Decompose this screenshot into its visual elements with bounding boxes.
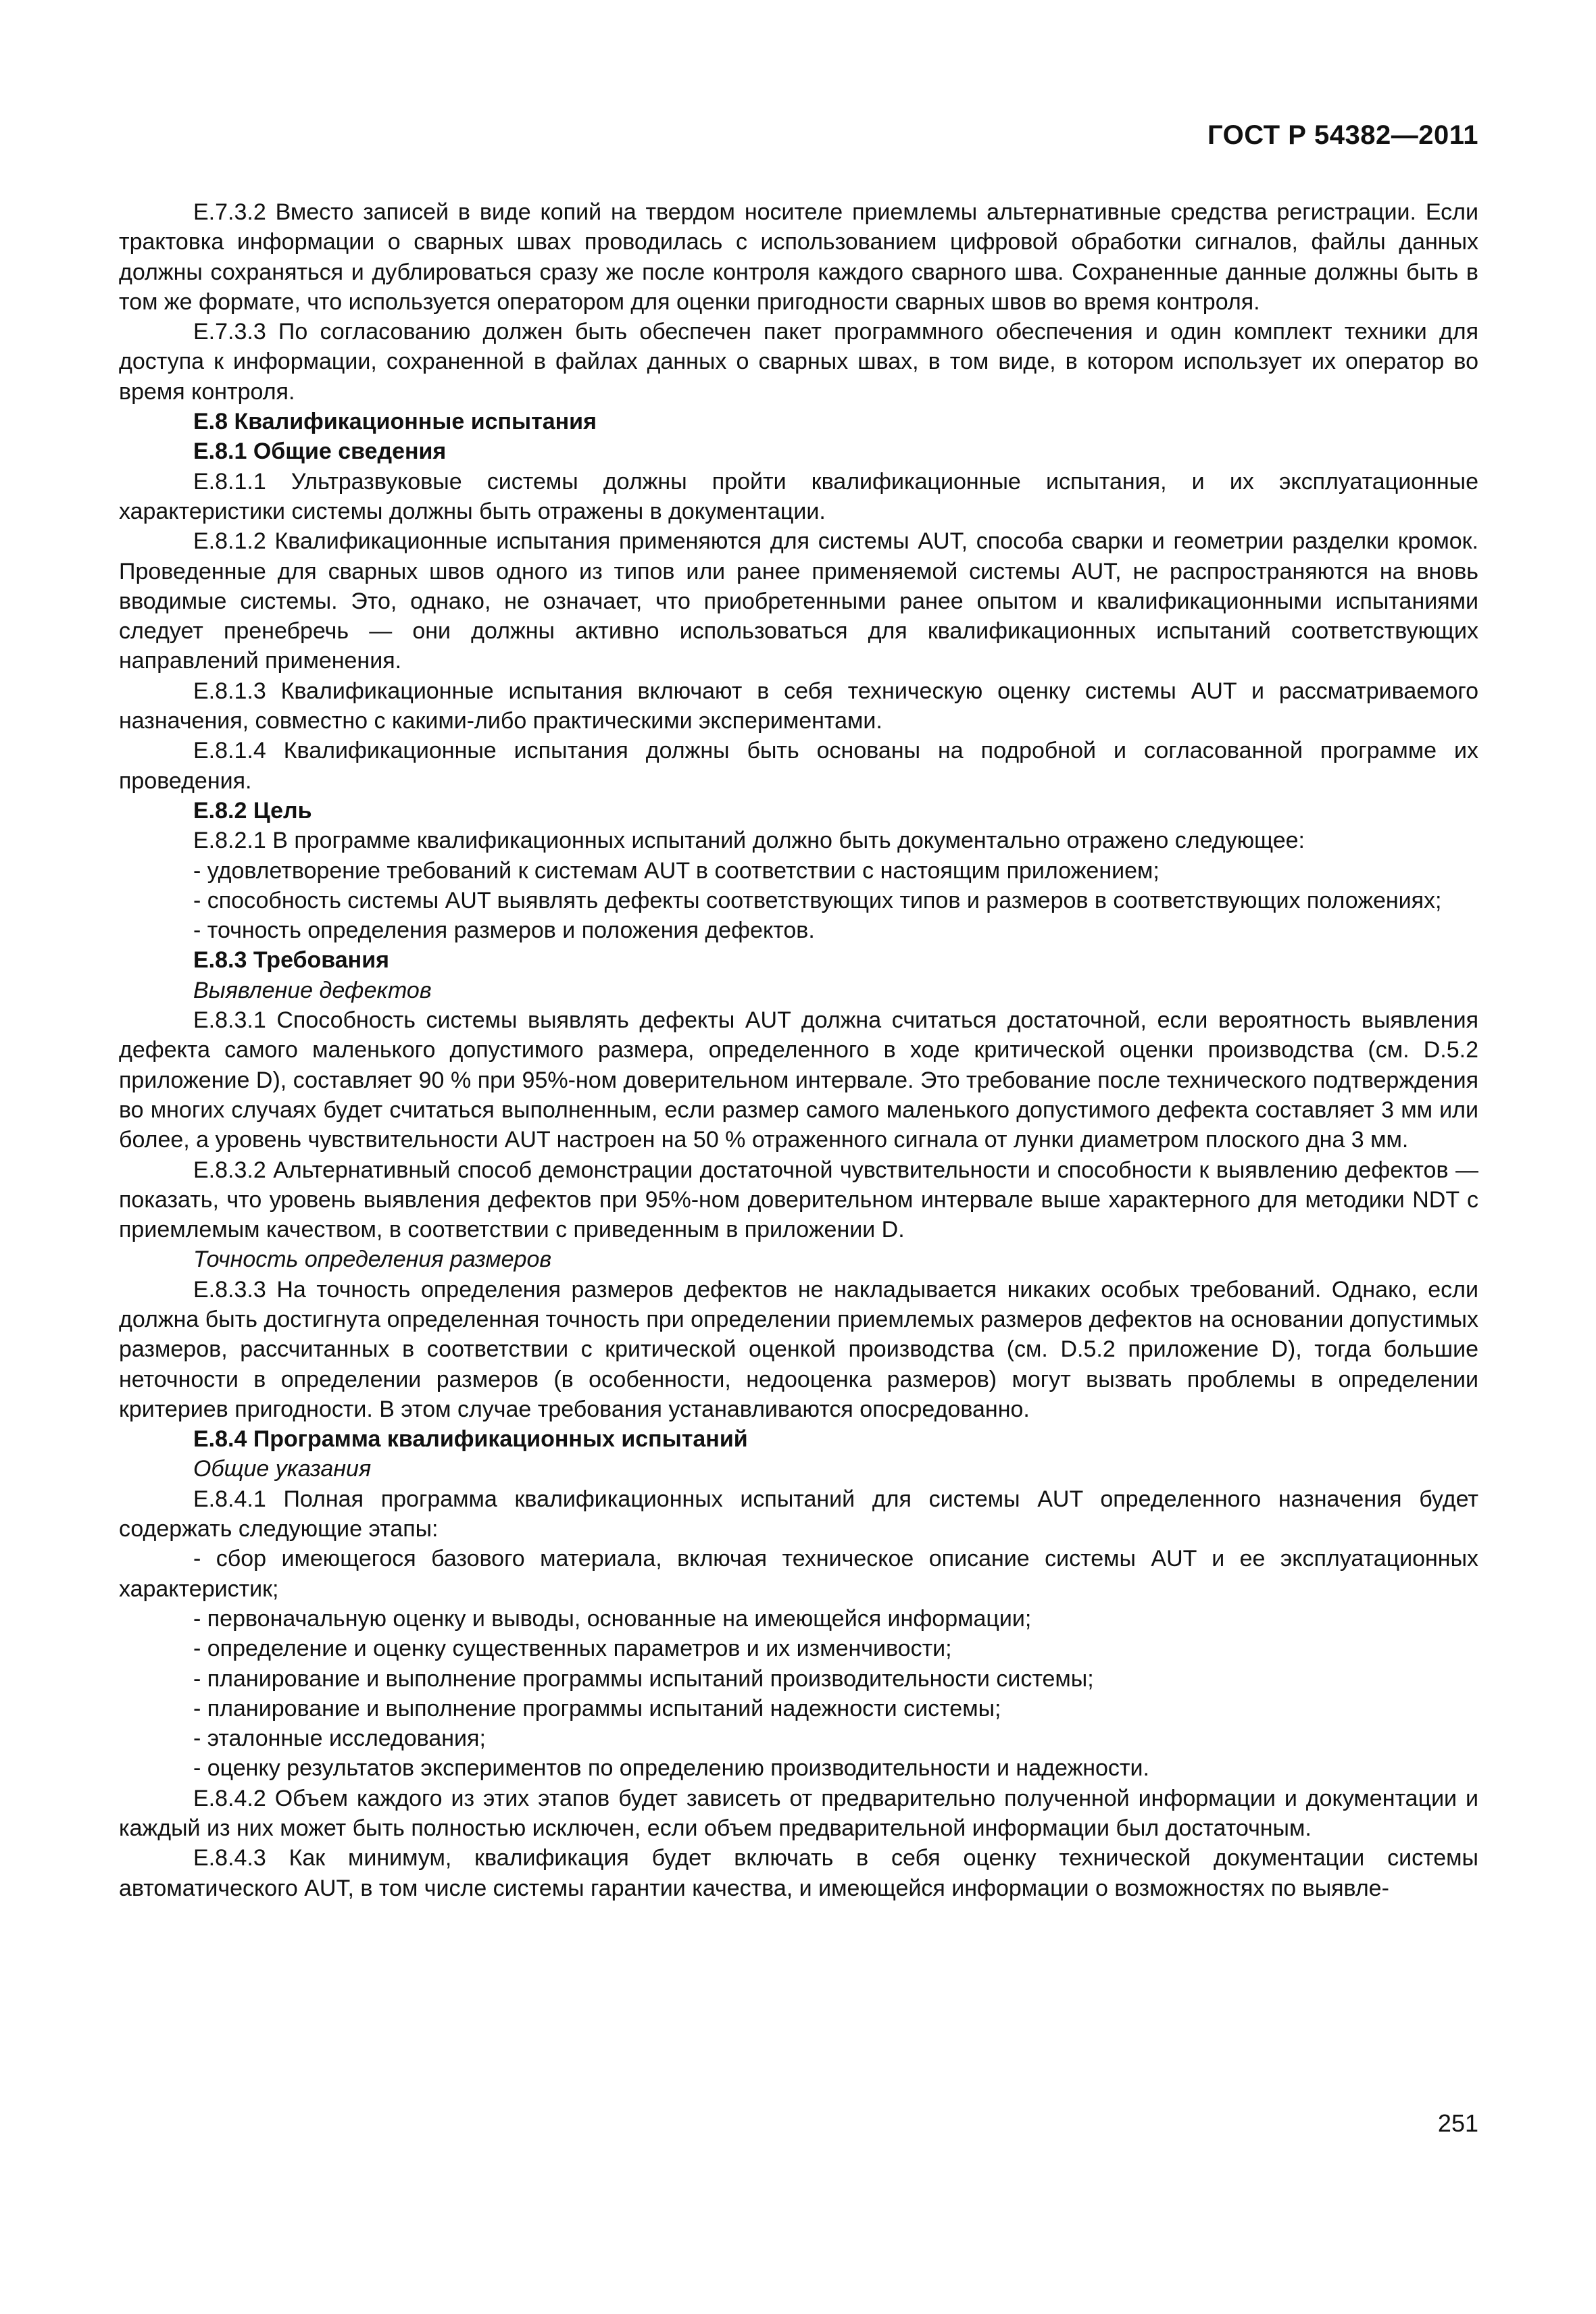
section-heading: Е.8.4 Программа квалификационных испытаний — [193, 1426, 748, 1453]
paragraph: Е.8.1.4 Квалификационные испытания должны быть основаны на подробной и согласованной программе их проведения. — [119, 738, 1478, 794]
list-item: - планирование и выполнение программы испытаний надежности системы; — [193, 1695, 1001, 1721]
section-heading: Е.8.1 Общие сведения — [193, 438, 447, 465]
paragraph: Е.8.2.1 В программе квалификационных испытаний должно быть документально отражено следующее: — [193, 828, 1305, 854]
subsection-title: Точность определения размеров — [193, 1247, 552, 1273]
paragraph: Е.8.3.1 Способность системы выявлять дефекты AUT должна считаться достаточной, если вероятность выявления дефекта самого маленького допустимого размера, определенного в ходе критической оценки производства (см. D.5.2 приложение D), составляет 90 % при 95%-ном доверительном интервале. Это требование после технического подтверждения во многих случаях будет считаться выполненным, если размер самого маленького допустимого дефекта составляет 3 мм или более, а уровень чувствительности AUT настроен на 50 % отраженного сигнала от лунки диаметром плоского дна 3 мм. — [119, 1007, 1478, 1153]
paragraph: Е.8.4.2 Объем каждого из этих этапов будет зависеть от предварительно полученной информации и документации и каждый из них может быть полностью исключен, если объем предварительной информации был достаточным. — [119, 1785, 1478, 1842]
section-heading: Е.8.3 Требования — [193, 947, 389, 974]
paragraph: Е.8.3.2 Альтернативный способ демонстрации достаточной чувствительности и способности к выявлению дефектов — показать, что уровень выявления дефектов при 95%-ном доверительном интервале выше характерного для методики NDT с приемлемым качеством, в соответствии с приведенным в приложении D. — [119, 1157, 1478, 1243]
list-item: - оценку результатов экспериментов по определению производительности и надежности. — [193, 1755, 1149, 1782]
document-id-header: ГОСТ Р 54382—2011 — [1207, 120, 1478, 150]
list-item: - точность определения размеров и положения дефектов. — [193, 917, 815, 944]
paragraph: Е.8.1.3 Квалификационные испытания включают в себя техническую оценку системы AUT и рассматриваемого назначения, совместно с какими-либо практическими экспериментами. — [119, 678, 1478, 734]
page-number: 251 — [1437, 2109, 1478, 2137]
subsection-title: Выявление дефектов — [193, 977, 432, 1003]
list-item: - сбор имеющегося базового материала, включая техническое описание системы AUT и ее эксплуатационных характеристик; — [119, 1546, 1479, 1602]
paragraph: Е.7.3.2 Вместо записей в виде копий на твердом носителе приемлемы альтернативные средства регистрации. Если трактовка информации о сварных швах проводилась с использованием цифровой обработки сигналов, файлы данных должны сохраняться и дублироваться сразу же после контроля каждого сварного шва. Сохраненные данные должны быть в том же формате, что используется оператором для оценки пригодности сварных швов во время контроля. — [119, 199, 1478, 315]
paragraph: Е.8.1.2 Квалификационные испытания применяются для системы AUT, способа сварки и геометрии разделки кромок. Проведенные для сварных швов одного из типов или ранее применяемой системы AUT, не распространяются на вновь вводимые системы. Это, однако, не означает, что приобретенными ранее опытом и квалификационными испытаниями следует пренебречь — они должны активно использоваться для квалификационных испытаний соответствующих направлений применения. — [119, 528, 1478, 674]
paragraph: Е.8.1.1 Ультразвуковые системы должны пройти квалификационные испытания, и их эксплуатационные характеристики системы должны быть отражены в документации. — [119, 468, 1478, 524]
list-item: - определение и оценку существенных параметров и их изменчивости; — [193, 1636, 952, 1662]
list-item: - планирование и выполнение программы испытаний производительности системы; — [193, 1665, 1094, 1692]
list-item: - первоначальную оценку и выводы, основанные на имеющейся информации; — [193, 1605, 1032, 1632]
list-item: - эталонные исследования; — [193, 1726, 486, 1752]
list-item: - способность системы AUT выявлять дефекты соответствующих типов и размеров в соответствующих положениях; — [193, 887, 1442, 913]
section-heading: Е.8.2 Цель — [193, 797, 312, 824]
paragraph: Е.8.4.3 Как минимум, квалификация будет включать в себя оценку технической документации системы автоматического AUT, в том числе системы гарантии качества, и имеющейся информации о возможностях по выявле- — [119, 1845, 1478, 1901]
paragraph: Е.8.4.1 Полная программа квалификационных испытаний для системы AUT определенного назначения будет содержать следующие этапы: — [119, 1486, 1478, 1542]
list-item: - удовлетворение требований к системам AUT в соответствии с настоящим приложением; — [193, 857, 1159, 884]
paragraph: Е.7.3.3 По согласованию должен быть обеспечен пакет программного обеспечения и один комплект техники для доступа к информации, сохраненной в файлах данных о сварных швах, в том виде, в котором использует их оператор во время контроля. — [119, 319, 1478, 405]
section-heading: Е.8 Квалификационные испытания — [193, 409, 597, 435]
paragraph: Е.8.3.3 На точность определения размеров дефектов не накладывается никаких особых требований. Однако, если должна быть достигнута определенная точность при определении приемлемых размеров дефектов на основании допустимых размеров, рассчитанных в соответствии с критической оценкой производства (см. D.5.2 приложение D), тогда большие неточности в определении размеров (в особенности, недооценка размеров) могут вызвать проблемы в определении критериев пригодности. В этом случае требования устанавливаются опосредованно. — [119, 1276, 1478, 1422]
document-body — [119, 197, 1478, 1903]
subsection-title: Общие указания — [193, 1456, 372, 1482]
